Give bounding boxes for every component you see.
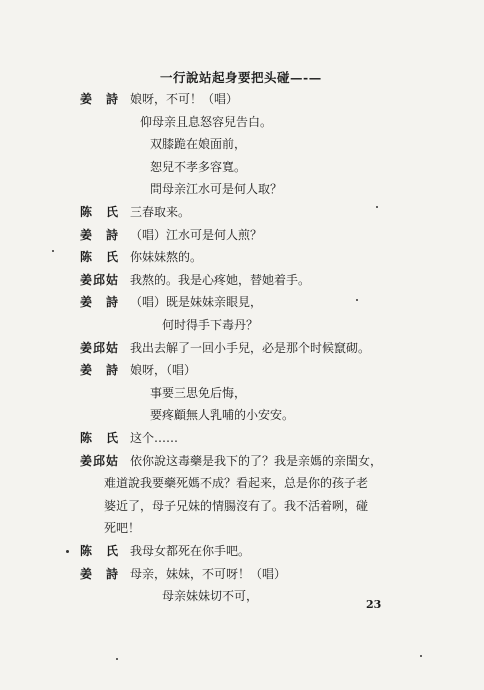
dialogue-text: 要疼顧無人乳哺的小安安。 <box>150 408 295 423</box>
speaker-name: 姜 詩 <box>80 566 120 581</box>
dialogue-text: 我母女都死在你手吧。 <box>130 544 251 558</box>
dialogue-text: 这个…… <box>130 431 179 445</box>
dialogue-text: 事要三思免后悔， <box>150 385 247 400</box>
script-line <box>0 404 484 426</box>
script-line <box>0 450 484 472</box>
stage-direction-header: 一行說站起身要把头碰—-— <box>160 70 322 85</box>
speaker-name: 陈 氏 <box>80 205 120 219</box>
speaker-name: 姜邱姑 <box>80 272 120 287</box>
dialogue-text: 死吧！ <box>104 521 141 536</box>
script-line <box>0 269 484 291</box>
ink-speck <box>52 250 54 252</box>
script-line <box>0 337 484 359</box>
ink-speck <box>66 550 69 553</box>
script-line <box>0 382 484 404</box>
dialogue-text: 母亲，妹妹，不可呀！（唱） <box>130 566 287 581</box>
page-number: 23 <box>366 598 382 611</box>
script-line <box>0 201 484 223</box>
script-line <box>0 111 484 133</box>
dialogue-text: 三春取来。 <box>130 205 191 219</box>
script-line <box>0 314 484 336</box>
script-line <box>0 178 484 200</box>
script-line <box>0 517 484 539</box>
dialogue-text: 我熬的。我是心疼她，替她着手。 <box>130 272 311 287</box>
speaker-name: 姜邱姑 <box>80 453 120 468</box>
dialogue-text: 仰母亲且息怒容兒告白。 <box>140 114 273 129</box>
dialogue-text: 婆近了，母子兄妹的情腸沒有了。我不活着咧，碰 <box>104 498 369 513</box>
dialogue-text: 你妹妹熬的。 <box>130 250 203 265</box>
ink-speck <box>376 206 378 208</box>
script-line <box>0 246 484 268</box>
ink-speck <box>420 655 422 657</box>
script-line <box>0 156 484 178</box>
script-line <box>0 224 484 246</box>
script-line <box>0 291 484 313</box>
speaker-name: 姜邱姑 <box>80 340 120 355</box>
dialogue-text: 娘呀，不可！（唱） <box>130 92 239 106</box>
dialogue-text: 双膝跪在娘面前， <box>150 137 247 152</box>
dialogue-text: 母亲妹妹切不可， <box>162 589 259 604</box>
script-line <box>0 359 484 381</box>
ink-speck <box>356 299 358 301</box>
speaker-name: 姜 詩 <box>80 227 120 242</box>
script-line <box>0 585 484 607</box>
dialogue-text: 我出去解了一回小手兒，必是那个时候竄砌。 <box>130 340 371 355</box>
speaker-name: 姜 詩 <box>80 295 120 310</box>
dialogue-text: （唱）江水可是何人煎？ <box>130 227 263 242</box>
speaker-name: 陈 氏 <box>80 544 120 558</box>
dialogue-text: 何时得手下毒丹？ <box>162 318 259 332</box>
ink-speck <box>116 658 118 660</box>
dialogue-text: 恕兒不孝多容寬。 <box>150 159 247 174</box>
dialogue-text: 問母亲江水可是何人取？ <box>150 182 283 197</box>
speaker-name: 姜 詩 <box>80 92 120 106</box>
script-line <box>0 540 484 562</box>
dialogue-text: 依你說这毒藥是我下的了？我是亲媽的亲閨女， <box>130 453 383 468</box>
script-line <box>0 472 484 494</box>
dialogue-text: （唱）既是妹妹亲眼見， <box>130 295 263 310</box>
script-line <box>0 563 484 585</box>
script-line <box>0 88 484 110</box>
speaker-name: 姜 詩 <box>80 363 120 378</box>
speaker-name: 陈 氏 <box>80 250 120 265</box>
script-line <box>0 427 484 449</box>
script-line <box>0 495 484 517</box>
dialogue-text: 难道說我要藥死媽不成？看起来，总是你的孩子老 <box>104 476 369 491</box>
dialogue-text: 娘呀，（唱） <box>130 363 197 378</box>
speaker-name: 陈 氏 <box>80 431 120 445</box>
script-line <box>0 133 484 155</box>
